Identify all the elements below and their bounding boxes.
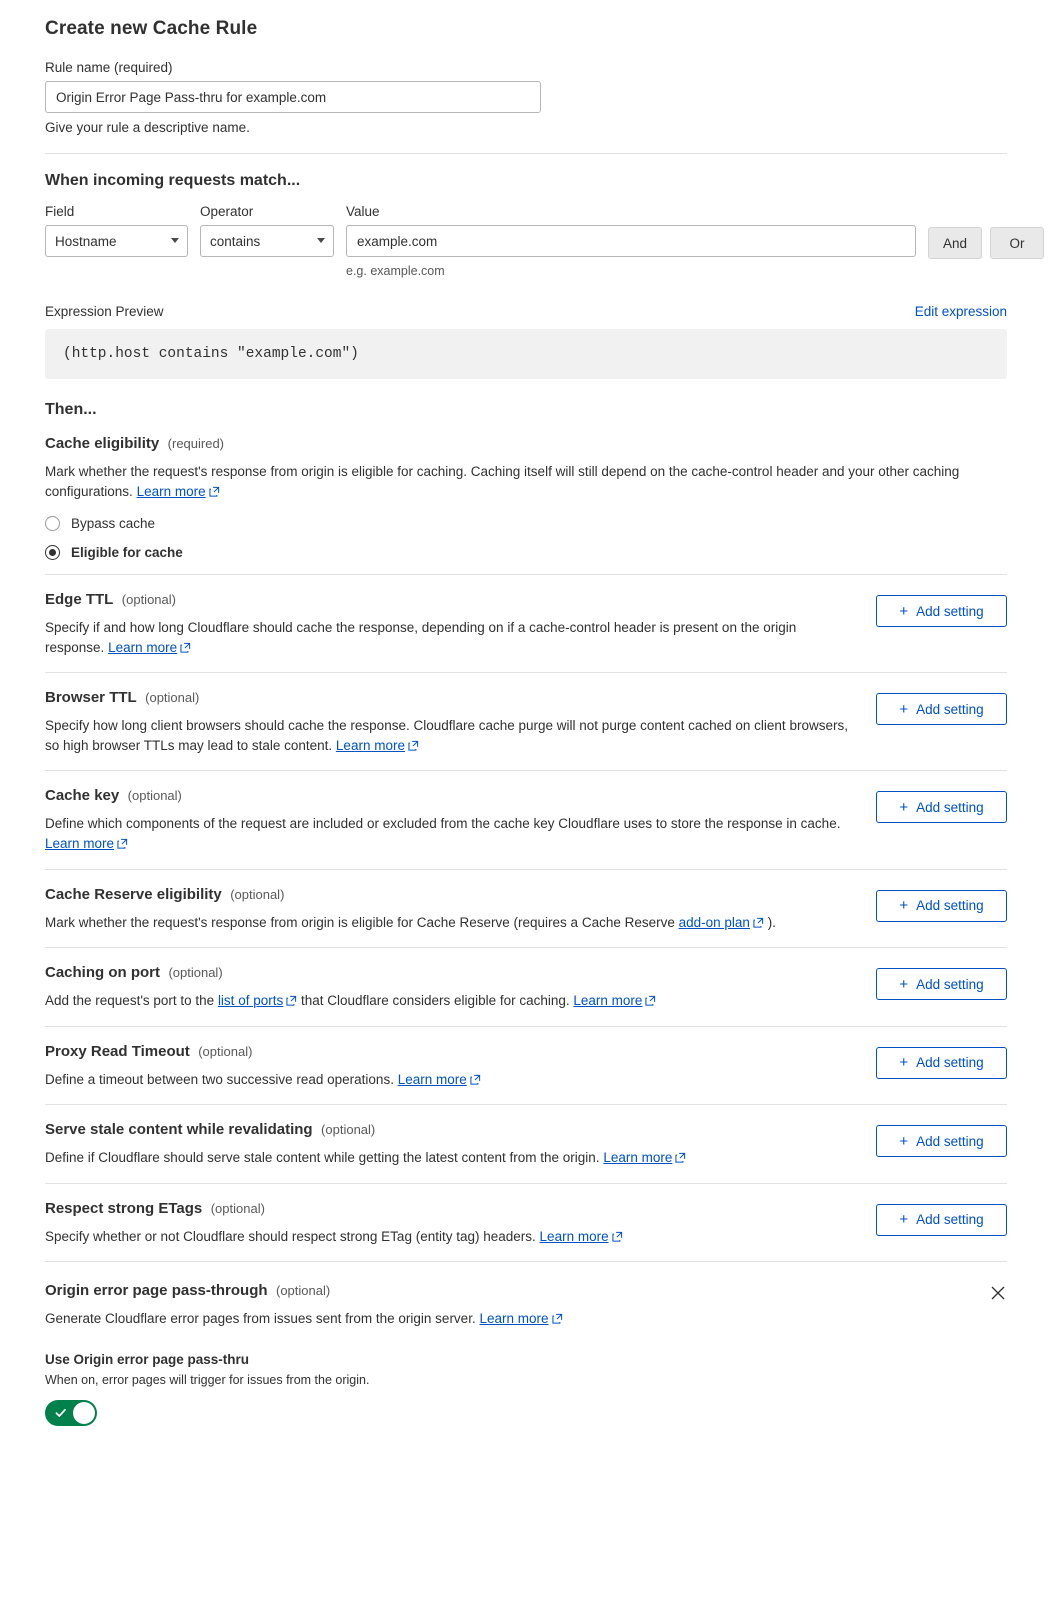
origin-error-page-title: Origin error page pass-through (45, 1282, 268, 1300)
cache-reserve-description-post: ). (763, 914, 776, 930)
add-setting-button-cache-reserve[interactable] (876, 890, 1007, 922)
toggle-knob (73, 1402, 95, 1424)
add-setting-button-serve-stale[interactable] (876, 1125, 1007, 1157)
cache-key-title: Cache key (45, 787, 120, 805)
rule-name-input[interactable] (45, 81, 541, 113)
plus-icon: + (899, 1054, 909, 1072)
external-link-icon (408, 737, 419, 757)
caching-on-port-description-pre: Add the request's port to the (45, 993, 218, 1009)
browser-ttl-optional: (optional) (145, 690, 200, 706)
plus-icon: + (899, 975, 909, 993)
rule-name-group (45, 60, 1007, 135)
external-link-icon (209, 483, 220, 503)
caching-on-port-description-post: that Cloudflare considers eligible for caching. (297, 993, 570, 1009)
add-setting-label: Add setting (916, 976, 984, 992)
learn-more-link[interactable]: Learn more (603, 1150, 673, 1166)
add-setting-button-browser-ttl[interactable] (876, 693, 1007, 725)
setting-block-caching-on-port (45, 948, 1007, 1027)
plus-icon: + (899, 1211, 909, 1229)
radio-icon[interactable] (45, 516, 60, 531)
edge-ttl-description-text: Specify if and how long Cloudflare should cache the response, depending on if a cache-control header is present on the origin response. (45, 620, 797, 655)
cache-eligibility-block (45, 419, 1007, 575)
value-label: Value (346, 204, 380, 219)
proxy-read-timeout-optional: (optional) (198, 1043, 253, 1059)
value-column (346, 204, 916, 278)
origin-error-page-optional: (optional) (275, 1283, 331, 1299)
match-row (45, 204, 1025, 278)
logic-buttons (928, 227, 1044, 259)
external-link-icon (470, 1071, 481, 1091)
origin-error-toggle-description: When on, error pages will trigger for issues from the origin. (45, 1372, 370, 1387)
learn-more-link[interactable]: Learn more (573, 993, 643, 1009)
radio-bypass-cache[interactable] (45, 516, 1007, 531)
respect-etags-description-text: Specify whether or not Cloudflare should respect strong ETag (entity tag) headers. (45, 1228, 536, 1244)
cache-key-description-text: Define which components of the request are included or excluded from the cache key Cloudflare uses to store the response in cache. (45, 816, 841, 832)
operator-label: Operator (200, 204, 254, 219)
cache-eligibility-description (45, 462, 1007, 502)
edge-ttl-description (45, 618, 856, 658)
setting-block-respect-strong-etags (45, 1184, 1007, 1263)
divider-1 (45, 153, 1007, 154)
setting-block-proxy-read-timeout (45, 1027, 1007, 1106)
add-setting-label: Add setting (916, 603, 984, 619)
external-link-icon (675, 1149, 686, 1169)
rule-name-label: Rule name (required) (45, 60, 173, 75)
radio-eligible-for-cache[interactable] (45, 545, 1007, 560)
external-link-icon (286, 992, 297, 1012)
add-setting-button-cache-key[interactable] (876, 791, 1007, 823)
proxy-read-timeout-description-text: Define a timeout between two successive read operations. (45, 1071, 394, 1087)
value-input[interactable] (346, 225, 916, 257)
close-icon[interactable] (989, 1284, 1007, 1302)
external-link-icon (552, 1310, 563, 1330)
setting-block-browser-ttl (45, 673, 1007, 771)
plus-icon: + (899, 700, 909, 718)
origin-error-toggle-label: Use Origin error page pass-thru (45, 1351, 250, 1367)
page-title: Create new Cache Rule (45, 18, 258, 39)
respect-etags-title: Respect strong ETags (45, 1199, 203, 1217)
plus-icon: + (899, 798, 909, 816)
check-icon (55, 1406, 67, 1418)
origin-error-pass-thru-toggle[interactable] (45, 1400, 97, 1426)
radio-bypass-cache-label: Bypass cache (71, 516, 156, 532)
setting-block-cache-key (45, 771, 1007, 869)
add-setting-button-caching-on-port[interactable] (876, 968, 1007, 1000)
serve-stale-description (45, 1148, 856, 1169)
respect-etags-description (45, 1227, 856, 1248)
learn-more-link[interactable]: Learn more (539, 1228, 609, 1244)
cache-reserve-description-pre: Mark whether the request's response from origin is eligible for Cache Reserve (requires a Cache Reserve (45, 914, 679, 930)
edge-ttl-optional: (optional) (121, 592, 176, 608)
cache-eligibility-description-text: Mark whether the request's response from origin is eligible for caching. Caching itself will still depend on the cache-control header and your other caching configurations. (45, 464, 960, 499)
edge-ttl-title: Edge TTL (45, 591, 114, 609)
learn-more-link[interactable]: Learn more (397, 1071, 467, 1087)
match-section-title: When incoming requests match... (45, 172, 301, 189)
or-button[interactable]: Or (990, 227, 1044, 259)
cache-reserve-title: Cache Reserve eligibility (45, 885, 222, 903)
external-link-icon (612, 1228, 623, 1248)
edit-expression-link[interactable]: Edit expression (914, 304, 1007, 319)
cache-reserve-optional: (optional) (230, 886, 285, 902)
add-setting-label: Add setting (916, 1133, 984, 1149)
add-setting-label: Add setting (916, 1055, 984, 1071)
add-setting-label: Add setting (916, 898, 984, 913)
browser-ttl-description-text: Specify how long client browsers should cache the response. Cloudflare cache purge will not purge content cached on client browsers, so high browser TTLs may lead to stale content. (45, 718, 848, 753)
plus-icon: + (899, 602, 909, 620)
add-setting-button-respect-etags[interactable] (876, 1204, 1007, 1236)
proxy-read-timeout-title: Proxy Read Timeout (45, 1042, 190, 1060)
external-link-icon (180, 639, 191, 659)
origin-error-page-description (45, 1309, 1007, 1330)
origin-error-page-description-text: Generate Cloudflare error pages from issues sent from the origin server. (45, 1311, 476, 1327)
serve-stale-title: Serve stale content while revalidating (45, 1121, 313, 1139)
serve-stale-optional: (optional) (321, 1122, 376, 1138)
plus-icon: + (899, 1132, 909, 1150)
cache-key-description (45, 814, 856, 854)
add-setting-button-proxy-read-timeout[interactable] (876, 1047, 1007, 1079)
external-link-icon (117, 835, 128, 855)
field-label: Field (45, 204, 75, 219)
caching-on-port-optional: (optional) (168, 965, 223, 981)
learn-more-link[interactable]: Learn more (108, 639, 178, 655)
radio-eligible-for-cache-label: Eligible for cache (71, 545, 183, 561)
learn-more-link[interactable]: Learn more (136, 483, 206, 499)
and-button[interactable]: And (928, 227, 982, 259)
setting-block-cache-reserve (45, 870, 1007, 949)
expression-header (45, 304, 1007, 319)
operator-select[interactable] (200, 225, 334, 257)
expression-preview-box: (http.host contains "example.com") (45, 329, 1007, 379)
cache-key-optional: (optional) (127, 788, 182, 804)
add-on-plan-link[interactable]: add-on plan (678, 914, 750, 930)
field-select[interactable] (45, 225, 188, 257)
list-of-ports-link[interactable]: list of ports (217, 993, 284, 1009)
external-link-icon (753, 914, 764, 934)
rule-name-help: Give your rule a descriptive name. (45, 120, 250, 135)
add-setting-label: Add setting (916, 1212, 984, 1228)
respect-etags-optional: (optional) (210, 1200, 265, 1216)
cache-eligibility-title: Cache eligibility (45, 435, 160, 452)
caching-on-port-description (45, 991, 856, 1012)
browser-ttl-title: Browser TTL (45, 689, 137, 707)
plus-icon: + (899, 897, 909, 914)
external-link-icon (645, 992, 656, 1012)
learn-more-link[interactable]: Learn more (335, 737, 405, 753)
learn-more-link[interactable]: Learn more (45, 835, 115, 851)
caching-on-port-title: Caching on port (45, 964, 160, 982)
value-hint: e.g. example.com (346, 264, 445, 278)
add-setting-label: Add setting (916, 799, 984, 815)
add-setting-label: Add setting (916, 701, 984, 717)
proxy-read-timeout-description (45, 1070, 856, 1091)
operator-column (200, 204, 334, 257)
cache-eligibility-required: (required) (167, 436, 225, 451)
then-title: Then... (45, 401, 97, 418)
field-column (45, 204, 188, 257)
expression-preview-label: Expression Preview (45, 304, 164, 319)
browser-ttl-description (45, 716, 856, 756)
add-setting-button-edge-ttl[interactable] (876, 595, 1007, 627)
setting-block-serve-stale-content (45, 1105, 1007, 1184)
setting-block-edge-ttl (45, 575, 1007, 673)
learn-more-link[interactable]: Learn more (479, 1311, 549, 1327)
serve-stale-description-text: Define if Cloudflare should serve stale content while getting the latest content from the origin. (45, 1150, 600, 1166)
cache-reserve-description (45, 913, 856, 934)
radio-icon-selected[interactable] (45, 545, 60, 560)
origin-error-page-block (45, 1262, 1007, 1426)
